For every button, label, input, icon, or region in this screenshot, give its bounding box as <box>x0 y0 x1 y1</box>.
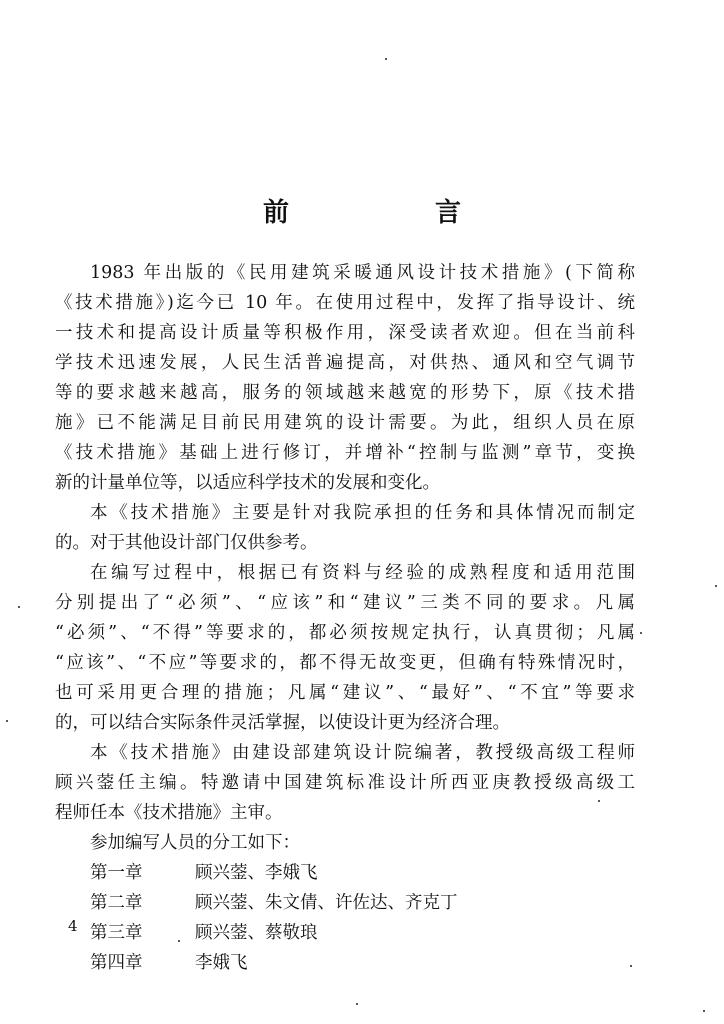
author-list <box>55 858 635 978</box>
chapter-label: 第二章 <box>90 893 143 913</box>
author-row <box>55 918 635 948</box>
scan-speck <box>6 720 8 722</box>
text-line: 参加编写人员的分工如下： <box>90 833 300 853</box>
text-line: 程师任本《技术措施》主审。 <box>55 803 283 823</box>
author-names: 顾兴蓥、李娥飞 <box>195 863 318 883</box>
text-line: 1983 年出版的《民用建筑采暖通风设计技术措施》(下简称 <box>90 263 635 283</box>
text-line: 一技术和提高设计质量等积极作用，深受读者欢迎。但在当前科 <box>55 323 635 343</box>
scan-speck <box>703 1010 705 1012</box>
scan-speck <box>356 1003 358 1005</box>
text-line: 《技术措施》基础上进行修订，并增补“控制与监测”章节，变换 <box>55 443 635 463</box>
author-row <box>55 948 635 978</box>
scan-speck <box>640 632 642 634</box>
chapter-label: 第一章 <box>90 863 143 883</box>
author-names: 李娥飞 <box>195 953 248 973</box>
author-row <box>55 888 635 918</box>
text-line: 等的要求越来越高，服务的领域越来越宽的形势下，原《技术措 <box>55 383 635 403</box>
author-names: 顾兴蓥、朱文倩、许佐达、齐克丁 <box>195 893 458 913</box>
text-line: 《技术措施》)迄今已 10 年。在使用过程中，发挥了指导设计、统 <box>55 293 635 313</box>
text-line: 学技术迅速发展，人民生活普遍提高，对供热、通风和空气调节 <box>55 353 635 373</box>
body-text <box>55 258 635 978</box>
text-line: “必须”、“不得”等要求的，都必须按规定执行，认真贯彻；凡属 <box>55 623 635 643</box>
text-line: 新的计量单位等，以适应科学技术的发展和变化。 <box>55 473 440 493</box>
scan-speck <box>385 58 387 60</box>
scan-speck <box>18 606 20 608</box>
text-line: 的，可以结合实际条件灵活掌握，以使设计更为经济合理。 <box>55 713 510 733</box>
text-line: “应该”、“不应”等要求的，都不得无故变更，但确有特殊情况时， <box>55 653 635 673</box>
chapter-label: 第三章 <box>90 923 143 943</box>
text-line: 也可采用更合理的措施；凡属“建议”、“最好”、“不宜”等要求 <box>55 683 635 703</box>
author-names: 顾兴蓥、蔡敬琅 <box>195 923 318 943</box>
scan-speck <box>715 585 717 587</box>
page-number: 4 <box>68 917 78 935</box>
scan-speck <box>630 965 632 967</box>
text-line: 本《技术措施》由建设部建筑设计院编著，教授级高级工程师 <box>90 743 635 763</box>
scan-speck <box>178 940 180 942</box>
page-title: 前 言 <box>262 198 521 228</box>
text-line: 分别提出了“必须”、“应该”和“建议”三类不同的要求。凡属 <box>55 593 635 613</box>
author-row <box>55 858 635 888</box>
text-line: 施》已不能满足目前民用建筑的设计需要。为此，组织人员在原 <box>55 413 635 433</box>
text-line: 顾兴蓥任主编。特邀请中国建筑标准设计所西亚庚教授级高级工 <box>55 773 635 793</box>
text-line: 本《技术措施》主要是针对我院承担的任务和具体情况而制定 <box>90 503 635 523</box>
chapter-label: 第四章 <box>90 953 143 973</box>
text-line: 在编写过程中，根据已有资料与经验的成熟程度和适用范围 <box>90 563 635 583</box>
scan-speck <box>598 800 600 802</box>
text-line: 的。对于其他设计部门仅供参考。 <box>55 533 318 553</box>
